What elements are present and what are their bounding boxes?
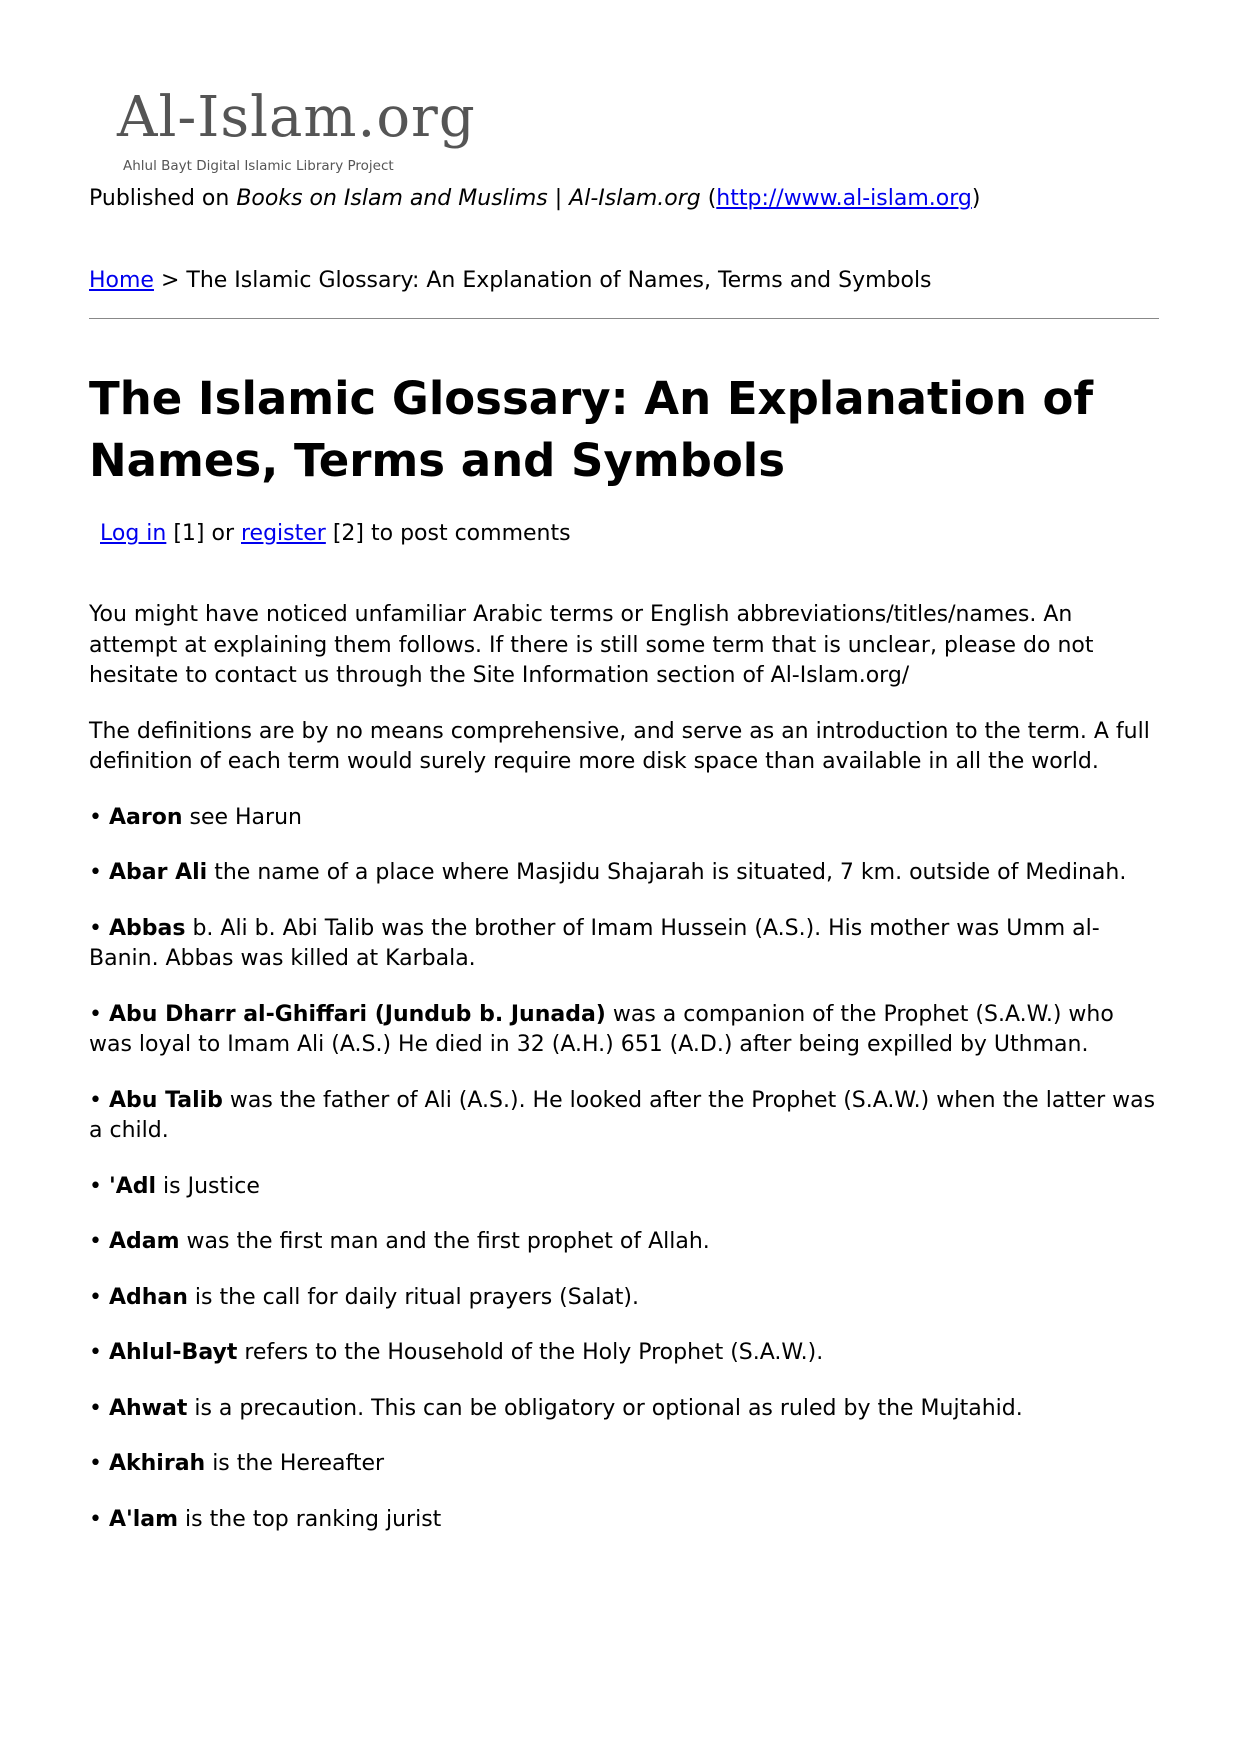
glossary-definition: is a precaution. This can be obligatory or optional as ruled by the Mujtahid. bbox=[187, 1395, 1023, 1421]
glossary-term: A'lam bbox=[108, 1506, 179, 1532]
glossary-term: Ahlul-Bayt bbox=[108, 1340, 238, 1365]
breadcrumb-home-link[interactable]: Home bbox=[89, 268, 154, 293]
breadcrumb-current: The Islamic Glossary: An Explanation of Names, Terms and Symbols bbox=[186, 268, 932, 293]
glossary-entry bbox=[89, 858, 1159, 889]
intro-paragraph: You might have noticed unfamiliar Arabic terms or English abbreviations/titles/names. An attempt at explaining them follows. If there is still some term that is unclear, please do not hesitate to contact us through the Site Information section of Al-Islam.org/ bbox=[89, 602, 1094, 688]
bullet: • bbox=[89, 1087, 109, 1113]
bullet: • bbox=[89, 860, 109, 885]
glossary-body bbox=[89, 600, 1159, 1560]
glossary-term: Abu Talib bbox=[108, 1087, 223, 1113]
bullet: • bbox=[89, 1173, 109, 1199]
published-line bbox=[89, 186, 980, 211]
glossary-term: Abar Ali bbox=[108, 860, 208, 885]
bullet: • bbox=[89, 1340, 109, 1365]
glossary-definition: was the first man and the first prophet of Allah. bbox=[179, 1229, 710, 1254]
glossary-entry bbox=[89, 1449, 1159, 1480]
glossary-entry bbox=[89, 1086, 1159, 1147]
glossary-definition: was a companion of the Prophet (S.A.W.) who was loyal to Imam Ali (A.S.) He died in 32 (A.H.) 651 (A.D.) after being expilled by Uthman. bbox=[89, 1001, 1114, 1057]
site-logo[interactable] bbox=[117, 85, 477, 180]
glossary-term: Ahwat bbox=[108, 1395, 188, 1421]
glossary-definition: is the Hereafter bbox=[205, 1451, 385, 1476]
glossary-entry bbox=[89, 1338, 1159, 1369]
glossary-entry bbox=[89, 1172, 1159, 1203]
bullet: • bbox=[89, 804, 109, 830]
glossary-entry bbox=[89, 1505, 1159, 1536]
published-prefix: Published on bbox=[89, 186, 237, 211]
glossary-definition: is Justice bbox=[156, 1173, 260, 1199]
site-url-link[interactable]: http://www.al-islam.org bbox=[716, 186, 972, 211]
login-ref: [1] or bbox=[166, 521, 241, 546]
register-ref: [2] to post comments bbox=[325, 521, 571, 546]
glossary-entry bbox=[89, 803, 1159, 834]
logo-text: Al-Islam.org bbox=[117, 85, 476, 150]
bullet: • bbox=[89, 1506, 109, 1532]
glossary-term: Akhirah bbox=[108, 1451, 206, 1476]
glossary-definition: see Harun bbox=[182, 804, 302, 830]
glossary-entry bbox=[89, 1394, 1159, 1425]
logo-tagline: Ahlul Bayt Digital Islamic Library Project bbox=[123, 158, 394, 174]
bullet: • bbox=[89, 1284, 109, 1310]
login-link[interactable]: Log in bbox=[100, 521, 167, 546]
glossary-entry bbox=[89, 1227, 1159, 1258]
breadcrumb bbox=[89, 268, 932, 293]
breadcrumb-separator: > bbox=[153, 268, 187, 293]
glossary-term: Abbas bbox=[108, 915, 186, 941]
bullet: • bbox=[89, 1001, 109, 1027]
glossary-entry bbox=[89, 1283, 1159, 1314]
comment-prompt bbox=[100, 521, 571, 546]
glossary-definition: the name of a place where Masjidu Shajarah is situated, 7 km. outside of Medinah. bbox=[207, 860, 1127, 885]
published-open-paren: ( bbox=[700, 186, 717, 211]
glossary-definition: is the call for daily ritual prayers (Salat). bbox=[187, 1284, 640, 1310]
glossary-term: Aaron bbox=[108, 804, 183, 830]
bullet: • bbox=[89, 1395, 109, 1421]
register-link[interactable]: register bbox=[241, 521, 326, 546]
divider bbox=[89, 318, 1159, 319]
glossary-term: Abu Dharr al-Ghiffari (Jundub b. Junada) bbox=[108, 1001, 606, 1027]
bullet: • bbox=[89, 915, 109, 941]
published-site-name: Books on Islam and Muslims | Al-Islam.org bbox=[236, 186, 701, 211]
glossary-definition: b. Ali b. Abi Talib was the brother of Imam Hussein (A.S.). His mother was Umm al-Banin. Abbas was killed at Karbala. bbox=[89, 915, 1100, 971]
glossary-entry bbox=[89, 914, 1159, 975]
glossary-definition: was the father of Ali (A.S.). He looked after the Prophet (S.A.W.) when the latter was a child. bbox=[89, 1087, 1156, 1143]
page-title: The Islamic Glossary: An Explanation of Names, Terms and Symbols bbox=[89, 372, 1094, 487]
glossary-term: Adam bbox=[108, 1229, 180, 1254]
bullet: • bbox=[89, 1451, 109, 1476]
bullet: • bbox=[89, 1229, 109, 1254]
glossary-definition: is the top ranking jurist bbox=[178, 1506, 442, 1532]
glossary-term: Adhan bbox=[108, 1284, 188, 1310]
glossary-term: 'Adl bbox=[108, 1173, 157, 1199]
glossary-definition: refers to the Household of the Holy Prophet (S.A.W.). bbox=[237, 1340, 824, 1365]
published-close-paren: ) bbox=[971, 186, 981, 211]
intro-paragraph: The definitions are by no means comprehensive, and serve as an introduction to the term. A full definition of each term would surely require more disk space than available in all the world. bbox=[89, 718, 1150, 774]
glossary-entry bbox=[89, 1000, 1159, 1061]
